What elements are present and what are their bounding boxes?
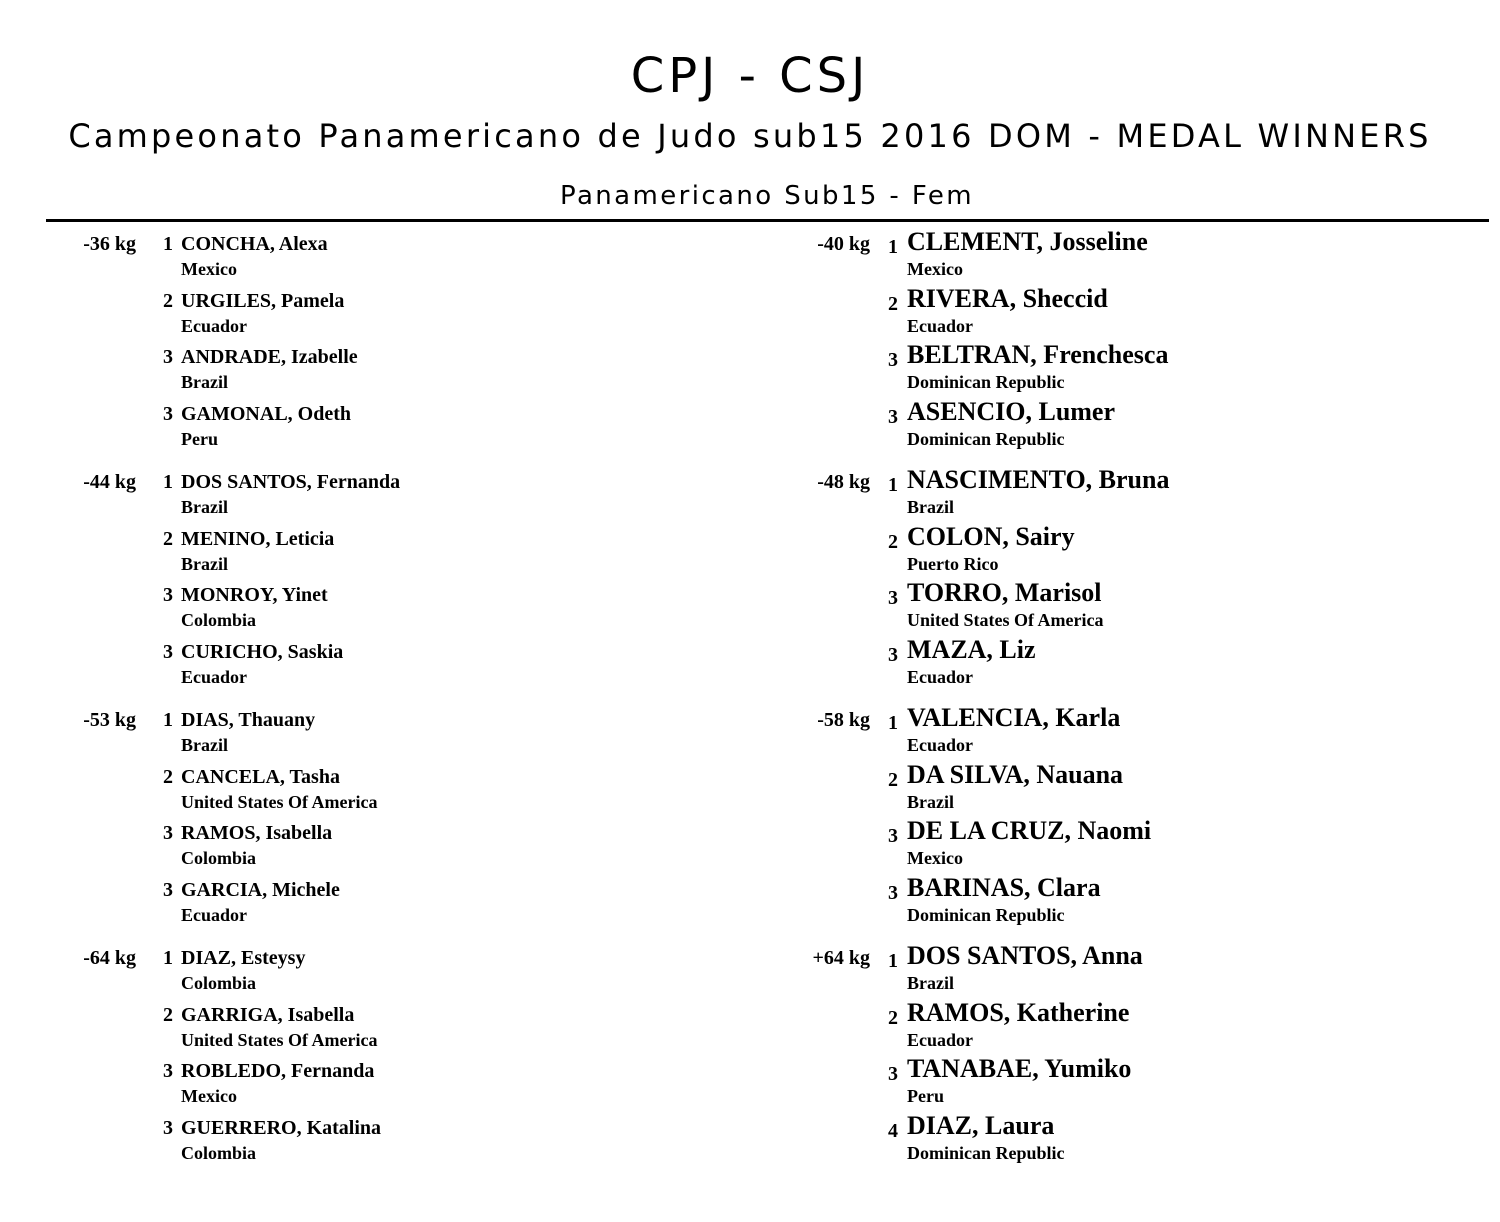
athlete-name: GARCIA, Michele <box>181 878 340 901</box>
athlete-country: Colombia <box>181 973 257 993</box>
athlete-country: Ecuador <box>907 315 974 336</box>
athlete-country: Dominican Republic <box>907 904 1065 925</box>
event-subtitle: Campeonato Panamericano de Judo sub15 2016 DOM - MEDAL WINNERS <box>68 117 1432 155</box>
athlete-country: Peru <box>907 1086 944 1106</box>
athlete-name: COLON, Sairy <box>907 521 1075 551</box>
place-number: 3 <box>163 640 173 663</box>
athlete-country: Mexico <box>181 1086 237 1106</box>
athlete-country: Ecuador <box>181 666 248 687</box>
athlete-country: Brazil <box>907 791 954 812</box>
place-number: 3 <box>888 1063 898 1085</box>
weight-class-label: -44 kg <box>83 471 136 493</box>
athlete-country: Mexico <box>907 848 963 868</box>
athlete-country: Dominican Republic <box>907 372 1065 392</box>
weight-class-label: -53 kg <box>83 709 136 731</box>
athlete-name: CANCELA, Tasha <box>181 765 340 788</box>
weight-class-label: -58 kg <box>817 709 870 731</box>
athlete-name: GARRIGA, Isabella <box>181 1003 355 1026</box>
place-number: 1 <box>163 233 173 255</box>
place-number: 1 <box>888 712 898 734</box>
athlete-country: Ecuador <box>907 735 974 755</box>
weight-class-label: -40 kg <box>817 233 870 255</box>
athlete-country: Brazil <box>181 497 228 517</box>
place-number: 3 <box>163 584 173 606</box>
athlete-country: Mexico <box>181 259 237 279</box>
place-number: 1 <box>163 709 173 731</box>
weight-class-label: -64 kg <box>83 947 136 969</box>
athlete-country: Mexico <box>907 259 963 279</box>
athlete-name: DE LA CRUZ, Naomi <box>907 816 1152 845</box>
place-number: 3 <box>888 643 898 666</box>
place-number: 2 <box>888 768 898 791</box>
athlete-country: United States Of America <box>181 1029 378 1050</box>
place-number: 3 <box>888 881 898 904</box>
athlete-country: Puerto Rico <box>907 553 999 574</box>
athlete-name: DIAZ, Laura <box>907 1110 1055 1140</box>
athlete-country: Ecuador <box>907 1029 974 1050</box>
place-number: 2 <box>163 765 173 788</box>
athlete-country: Peru <box>181 428 218 449</box>
athlete-name: VALENCIA, Karla <box>907 703 1121 732</box>
weight-class-label: -36 kg <box>83 233 136 255</box>
category-heading: Panamericano Sub15 - Fem <box>560 181 974 211</box>
athlete-name: CURICHO, Saskia <box>181 640 344 663</box>
athlete-name: RAMOS, Isabella <box>181 822 333 844</box>
athlete-country: Brazil <box>907 973 954 993</box>
place-number: 2 <box>888 530 898 553</box>
place-number: 3 <box>163 1060 173 1082</box>
place-number: 1 <box>888 950 898 972</box>
weight-class-label: -48 kg <box>817 471 870 493</box>
athlete-country: Brazil <box>181 735 228 755</box>
athlete-country: Colombia <box>181 1142 257 1163</box>
place-number: 1 <box>163 947 173 969</box>
athlete-country: Brazil <box>907 497 954 517</box>
athlete-name: RIVERA, Sheccid <box>907 283 1108 313</box>
place-number: 3 <box>888 349 898 371</box>
place-number: 3 <box>888 825 898 847</box>
athlete-name: DOS SANTOS, Anna <box>907 941 1143 970</box>
athlete-country: Ecuador <box>907 666 974 687</box>
athlete-country: Ecuador <box>181 315 248 336</box>
athlete-country: Ecuador <box>181 904 248 925</box>
athlete-country: United States Of America <box>907 610 1104 630</box>
athlete-country: Brazil <box>181 553 228 574</box>
athlete-country: Dominican Republic <box>907 1142 1065 1163</box>
athlete-name: MAZA, Liz <box>907 634 1036 664</box>
place-number: 3 <box>163 402 173 425</box>
athlete-country: Colombia <box>181 848 257 868</box>
place-number: 1 <box>888 474 898 496</box>
athlete-name: GUERRERO, Katalina <box>181 1116 382 1139</box>
athlete-name: DA SILVA, Nauana <box>907 759 1124 789</box>
athlete-name: BELTRAN, Frenchesca <box>907 340 1169 369</box>
athlete-name: RAMOS, Katherine <box>907 997 1130 1027</box>
athlete-country: Brazil <box>181 372 228 392</box>
athlete-name: URGILES, Pamela <box>181 289 345 312</box>
athlete-name: CONCHA, Alexa <box>181 233 328 255</box>
athlete-name: DOS SANTOS, Fernanda <box>181 471 401 493</box>
athlete-name: CLEMENT, Josseline <box>907 227 1148 256</box>
place-number: 3 <box>163 878 173 901</box>
athlete-name: MENINO, Leticia <box>181 527 335 550</box>
place-number: 2 <box>163 1003 173 1026</box>
place-number: 3 <box>888 587 898 609</box>
athlete-name: BARINAS, Clara <box>907 872 1101 902</box>
place-number: 3 <box>163 822 173 844</box>
athlete-name: GAMONAL, Odeth <box>181 402 351 425</box>
athlete-country: Dominican Republic <box>907 428 1065 449</box>
place-number: 2 <box>888 292 898 315</box>
athlete-name: ROBLEDO, Fernanda <box>181 1060 375 1082</box>
athlete-name: MONROY, Yinet <box>181 584 328 606</box>
place-number: 2 <box>163 527 173 550</box>
place-number: 1 <box>163 471 173 493</box>
place-number: 3 <box>888 405 898 428</box>
place-number: 2 <box>888 1006 898 1029</box>
athlete-name: TORRO, Marisol <box>907 578 1102 607</box>
athlete-name: NASCIMENTO, Bruna <box>907 465 1170 494</box>
athlete-name: ANDRADE, Izabelle <box>181 346 358 368</box>
place-number: 3 <box>163 1116 173 1139</box>
athlete-country: United States Of America <box>181 791 378 812</box>
athlete-name: DIAS, Thauany <box>181 709 316 731</box>
weight-class-label: +64 kg <box>812 947 870 969</box>
athlete-country: Colombia <box>181 610 257 630</box>
page-title: CPJ - CSJ <box>630 48 870 104</box>
place-number: 3 <box>163 346 173 368</box>
place-number: 4 <box>888 1119 898 1142</box>
athlete-name: TANABAE, Yumiko <box>907 1054 1132 1083</box>
place-number: 1 <box>888 236 898 258</box>
header-divider <box>46 219 1489 222</box>
athlete-name: ASENCIO, Lumer <box>907 396 1116 426</box>
place-number: 2 <box>163 289 173 312</box>
athlete-name: DIAZ, Esteysy <box>181 947 306 969</box>
